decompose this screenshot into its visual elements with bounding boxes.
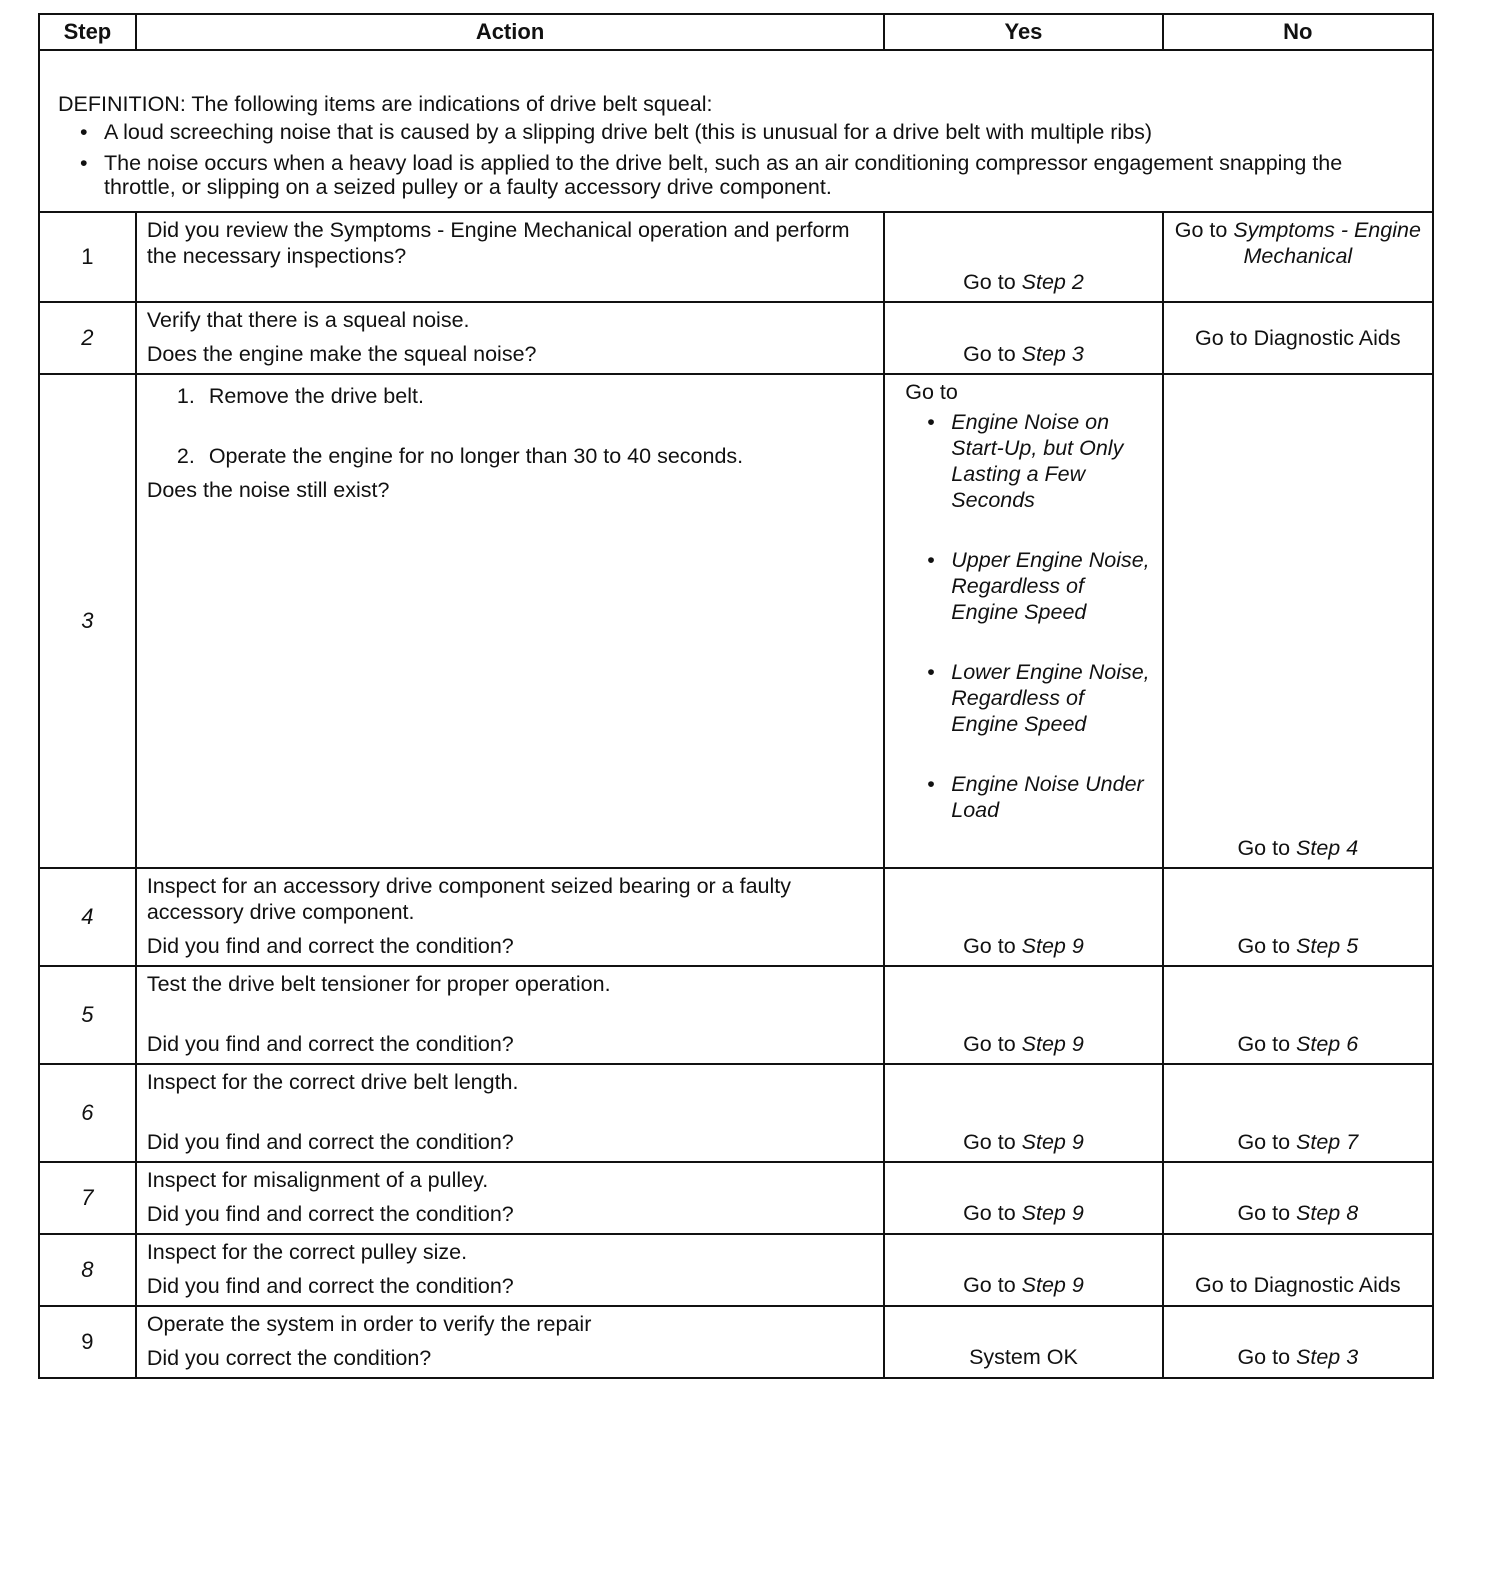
step-reference: Step 3 [1021, 342, 1084, 366]
no-cell [1163, 1306, 1433, 1378]
yes-answer [885, 341, 1161, 367]
action-question: Did you correct the condition? [146, 1346, 432, 1370]
goto-label: Go to [963, 1130, 1016, 1154]
no-answer: Go to Diagnostic Aids [1195, 326, 1401, 350]
diagnostic-table [38, 13, 1434, 1379]
section-reference: Symptoms - Engine Mechanical [1233, 218, 1421, 268]
action-text: Test the drive belt tensioner for proper operation. [146, 972, 611, 996]
action-step: 2. Operate the engine for no longer than 30 to 40 seconds. [201, 443, 873, 469]
definition-cell [39, 50, 1433, 212]
step-reference: Step 2 [1021, 270, 1084, 294]
action-text: Inspect for an accessory drive component seized bearing or a faulty accessory drive component. [146, 874, 791, 924]
yes-cell [884, 1064, 1162, 1162]
goto-label: Go to [963, 1201, 1016, 1225]
step-reference: Step 8 [1296, 1201, 1359, 1225]
action-steps [147, 383, 873, 469]
action-question: Did you find and correct the condition? [146, 1202, 514, 1226]
no-answer [1164, 1344, 1432, 1370]
table-row [39, 966, 1433, 1064]
table-row [39, 302, 1433, 374]
action-question: Does the engine make the squeal noise? [146, 342, 537, 366]
step-number: 3 [39, 374, 136, 868]
yes-answer: System OK [969, 1345, 1078, 1369]
action-text: Operate the system in order to verify the repair [146, 1312, 592, 1336]
yes-cell [884, 374, 1162, 868]
goto-label: Go to [1237, 836, 1291, 860]
goto-label: Go to [963, 342, 1016, 366]
header-no: No [1163, 14, 1433, 50]
table-row [39, 212, 1433, 302]
no-cell [1163, 1064, 1433, 1162]
action-cell [136, 1162, 884, 1234]
definition-text: DEFINITION: The following items are indications of drive belt squeal: [58, 92, 713, 116]
yes-cell [884, 1234, 1162, 1306]
goto-label: Go to [905, 380, 958, 404]
section-reference: • Engine Noise Under Load [951, 771, 1151, 823]
action-step: 1. Remove the drive belt. [201, 383, 873, 409]
no-cell [1163, 966, 1433, 1064]
no-answer [1164, 835, 1432, 861]
action-text: Did you review the Symptoms - Engine Mechanical operation and perform the necessary inspections? [146, 218, 850, 268]
yes-cell [884, 966, 1162, 1064]
action-text: Inspect for misalignment of a pulley. [146, 1168, 489, 1192]
definition-bullet: • The noise occurs when a heavy load is applied to the drive belt, such as an air conditioning compressor engagement snapping the throttle, or slipping on a seized pulley or a faulty accessory drive component. [104, 151, 1414, 199]
step-number: 4 [39, 868, 136, 966]
step-reference: Step 9 [1021, 934, 1084, 958]
action-question: Did you find and correct the condition? [146, 934, 514, 958]
step-reference: Step 9 [1021, 1032, 1084, 1056]
action-cell [136, 1064, 884, 1162]
yes-cell [884, 1306, 1162, 1378]
yes-cell [884, 868, 1162, 966]
action-question: Did you find and correct the condition? [146, 1130, 514, 1154]
header-step: Step [39, 14, 136, 50]
definition-bullet: • A loud screeching noise that is caused by a slipping drive belt (this is unusual for a drive belt with multiple ribs) [104, 119, 1414, 145]
section-reference: • Engine Noise on Start-Up, but Only Lasting a Few Seconds [951, 409, 1151, 513]
action-question: Did you find and correct the condition? [146, 1032, 514, 1056]
no-answer [1164, 1031, 1432, 1057]
step-number: 7 [39, 1162, 136, 1234]
yes-answer [885, 269, 1161, 295]
no-answer [1164, 1200, 1432, 1226]
action-question: Did you find and correct the condition? [146, 1274, 514, 1298]
no-answer [1164, 1129, 1432, 1155]
table-row [39, 1234, 1433, 1306]
action-cell [136, 1234, 884, 1306]
yes-cell [884, 302, 1162, 374]
yes-answer-list [885, 375, 1161, 823]
step-reference: Step 9 [1021, 1273, 1084, 1297]
definition-row [39, 50, 1433, 212]
no-answer: Go to Diagnostic Aids [1195, 1273, 1401, 1297]
action-cell [136, 374, 884, 868]
table-row [39, 1162, 1433, 1234]
definition-bullets [58, 119, 1414, 199]
step-reference: Step 3 [1296, 1345, 1359, 1369]
action-text: Inspect for the correct drive belt length. [146, 1070, 519, 1094]
action-cell [136, 302, 884, 374]
header-action: Action [136, 14, 884, 50]
no-cell [1163, 1234, 1433, 1306]
step-reference: Step 9 [1021, 1130, 1084, 1154]
action-cell [136, 1306, 884, 1378]
section-reference: • Lower Engine Noise, Regardless of Engine Speed [951, 659, 1151, 737]
goto-label: Go to [963, 1273, 1016, 1297]
action-question: Does the noise still exist? [146, 478, 390, 502]
table-row [39, 868, 1433, 966]
action-cell [136, 966, 884, 1064]
step-reference: Step 4 [1296, 836, 1359, 860]
yes-cell [884, 212, 1162, 302]
step-number: 5 [39, 966, 136, 1064]
no-cell [1163, 302, 1433, 374]
step-reference: Step 6 [1296, 1032, 1359, 1056]
action-text: Verify that there is a squeal noise. [146, 308, 470, 332]
goto-label: Go to [1237, 1130, 1291, 1154]
yes-answer [885, 933, 1161, 959]
goto-label: Go to [1237, 1032, 1291, 1056]
yes-answer [885, 1272, 1161, 1298]
action-cell [136, 212, 884, 302]
goto-label: Go to [1237, 1345, 1291, 1369]
step-reference: Step 5 [1296, 934, 1359, 958]
yes-answer [885, 1129, 1161, 1155]
no-cell [1163, 868, 1433, 966]
action-cell [136, 868, 884, 966]
step-reference: Step 9 [1021, 1201, 1084, 1225]
step-number: 8 [39, 1234, 136, 1306]
step-number: 6 [39, 1064, 136, 1162]
no-answer [1164, 933, 1432, 959]
section-reference: • Upper Engine Noise, Regardless of Engine Speed [951, 547, 1151, 625]
table-header-row [39, 14, 1433, 50]
header-yes: Yes [884, 14, 1162, 50]
yes-answer [885, 1200, 1161, 1226]
goto-label: Go to [963, 934, 1016, 958]
step-reference: Step 7 [1296, 1130, 1359, 1154]
step-number: 2 [39, 302, 136, 374]
no-cell [1163, 212, 1433, 302]
no-cell [1163, 1162, 1433, 1234]
no-cell [1163, 374, 1433, 868]
goto-label: Go to [1237, 1201, 1291, 1225]
goto-label: Go to [963, 1032, 1016, 1056]
goto-label: Go to [1174, 218, 1228, 242]
step-number: 9 [39, 1306, 136, 1378]
goto-label: Go to [1237, 934, 1291, 958]
goto-label: Go to [963, 270, 1016, 294]
action-text: Inspect for the correct pulley size. [146, 1240, 468, 1264]
yes-answer [885, 1031, 1161, 1057]
no-answer [1164, 213, 1432, 269]
table-row [39, 1064, 1433, 1162]
table-row [39, 374, 1433, 868]
table-row [39, 1306, 1433, 1378]
step-number: 1 [39, 212, 136, 302]
yes-cell [884, 1162, 1162, 1234]
